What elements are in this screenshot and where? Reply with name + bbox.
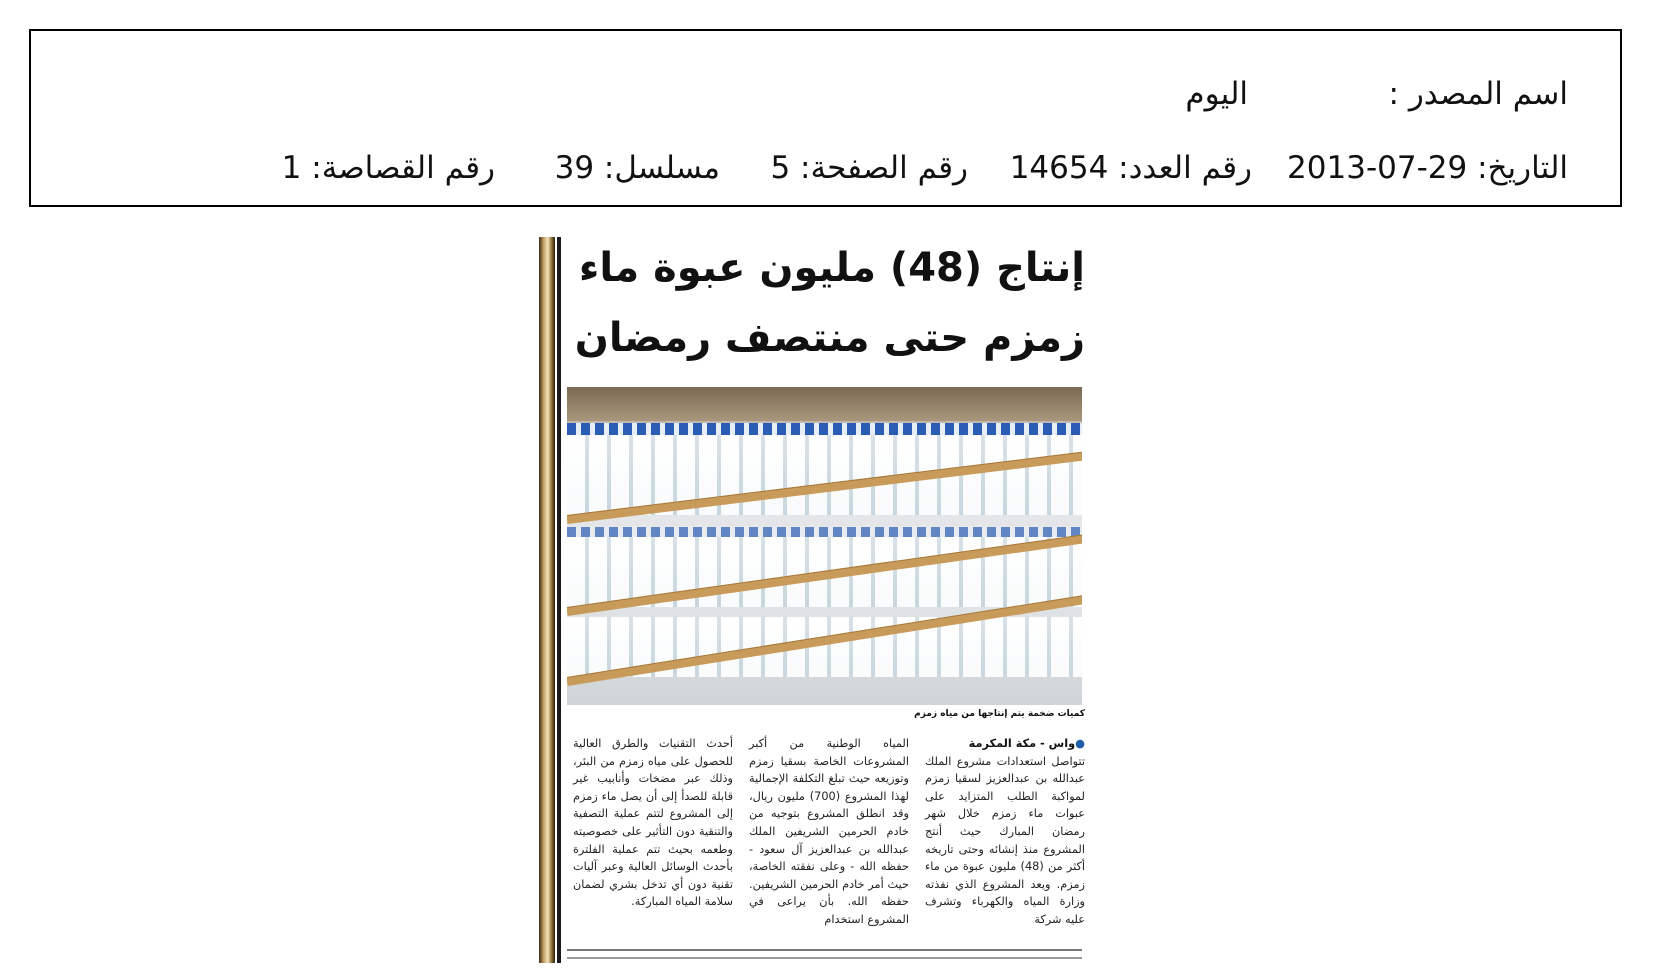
article-column-3 [573,735,733,911]
date-field: التاريخ: 29-07-2013 [1287,150,1568,186]
article-column-1 [925,735,1085,929]
source-value: اليوم [1185,76,1248,112]
dateline-row [925,735,1085,753]
article-photo-water-bottles [567,387,1082,705]
clip-metadata-box [29,29,1622,207]
column-2-text: المياه الوطنية من أكبر المشروعات الخاصة بسقيا زمزم وتوزيعه حيث تبلغ التكلفة الإجمالية لهذا المشروع (700) مليون ريال، وقد انطلق المشروع بتوجيه من خادم الحرمين الشريفين الملك عبدالله بن عبدالعزيز آل سعود - حفظه الله - وعلى نفقته الخاصة، حيث أمر خادم الحرمين الشريفين. حفظه الله. بأن يراعى في المشروع استخدام [749,737,909,926]
photo-caption: كميات ضخمة يتم إنتاجها من مياه زمزم [914,709,1085,719]
page-number-field: رقم الصفحة: 5 [770,150,968,186]
headline-line-2: زمزم حتى منتصف رمضان [574,315,1085,361]
source-label: اسم المصدر : [1388,76,1568,112]
metadata-row-source [31,69,1620,119]
article-column-2 [749,735,909,929]
clip-number-field: رقم القصاصة: 1 [281,150,495,186]
article-dateline: واس - مكة المكرمة [968,737,1076,750]
issue-number-field: رقم العدد: 14654 [1009,150,1252,186]
article-bottom-rule [567,949,1082,959]
serial-field: مسلسل: 39 [554,150,720,186]
bullet-icon: ● [1075,737,1085,750]
column-3-text: أحدث التقنيات والطرق العالية للحصول على مياه زمزم من البئر، وذلك عبر مضخات وأنابيب غير قابلة للصدأ إلى أن يصل ماء زمزم إلى المشروع لتتم عملية التصفية والتنقية دون التأثير على خصوصيته وطعمه بحيث تتم عملية الفلترة بأحدث الوسائل العالية وعبر آليات تقنية دون أي تدخل بشري لضمان سلامة المياه المباركة. [573,737,733,909]
column-1-text: تتواصل استعدادات مشروع الملك عبدالله بن عبدالعزيز لسقيا زمزم لمواكبة الطلب المتزايد على عبوات ماء زمزم خلال شهر رمضان المبارك حيث أنتج المشروع منذ إنشائه وحتى تاريخه أكثر من (48) مليون عبوة من ماء زمزم. ويعد المشروع الذي نفذته وزارة المياه والكهرباء وتشرف عليه شركة [925,754,1085,926]
metadata-row-details [31,143,1620,193]
newspaper-clipping [539,237,1085,963]
photo-ceiling [567,387,1082,421]
headline-line-1: إنتاج (48) مليون عبوة ماء [578,245,1085,291]
